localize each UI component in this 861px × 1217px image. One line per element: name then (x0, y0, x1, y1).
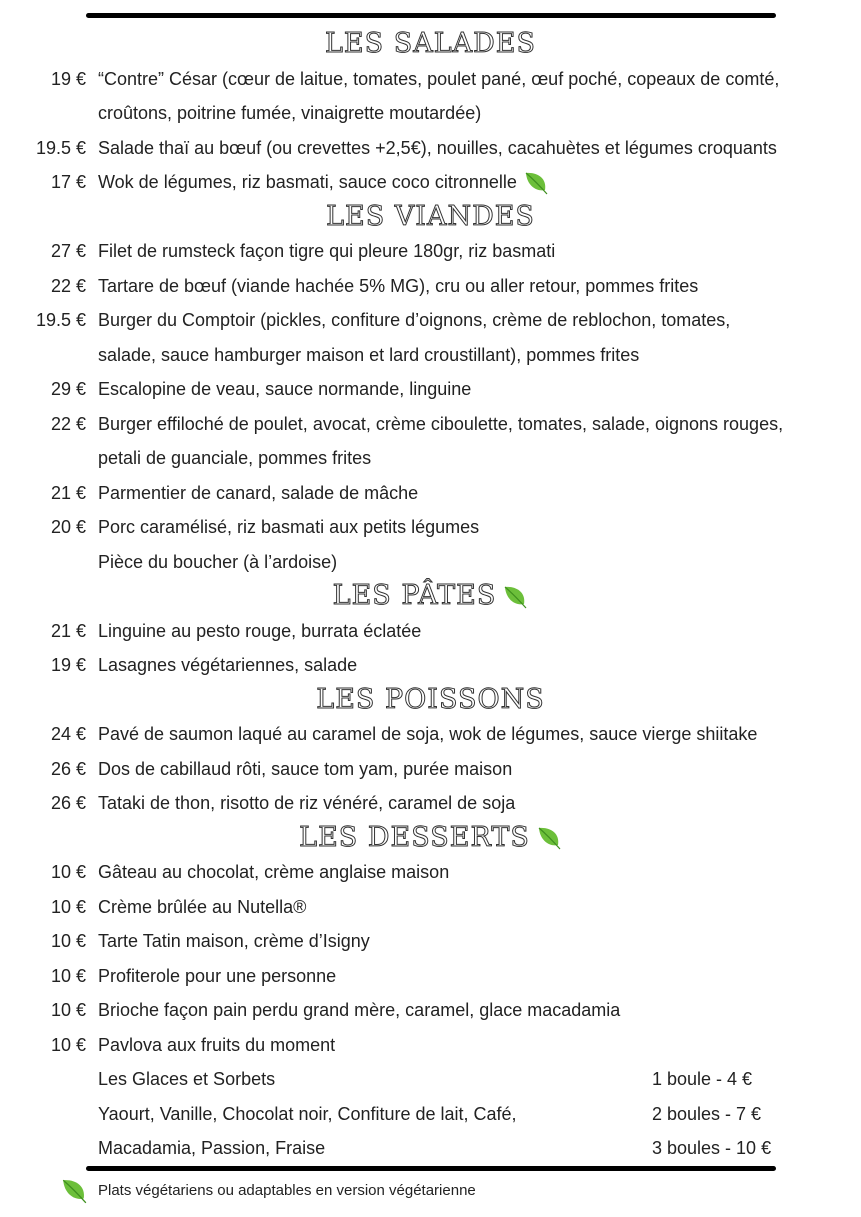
item-description (98, 786, 515, 821)
item-price: 17 € (50, 172, 86, 192)
item-text: Dos de cabillaud rôti, sauce tom yam, purée maison (98, 758, 513, 779)
menu-item (0, 717, 861, 752)
item-price: 22 € (50, 275, 86, 296)
item-price: 10 € (50, 896, 86, 917)
menu-item (0, 648, 861, 683)
item-text: petali de guanciale, pommes frites (98, 448, 372, 468)
item-description (98, 338, 639, 373)
item-text: Pavé de saumon laqué au caramel de soja, wok de légumes, sauce vierge shiitake (98, 724, 758, 744)
item-text: Pièce du boucher (à l’ardoise) (98, 551, 338, 572)
item-text: Profiterole pour une personne (98, 965, 337, 986)
menu-item (0, 993, 861, 1028)
footer-legend-text: Plats végétariens ou adaptables en version végétarienne (98, 1182, 476, 1199)
item-price: 10 € (50, 965, 86, 986)
glace-row (0, 1131, 861, 1166)
item-text: Wok de légumes, riz basmati, sauce coco citronnelle (98, 172, 517, 192)
menu (0, 27, 861, 1166)
menu-item (0, 1028, 861, 1063)
item-description (98, 717, 757, 752)
item-text: Tataki de thon, risotto de riz vénéré, caramel de soja (98, 793, 516, 813)
menu-item (0, 441, 861, 476)
item-description (98, 441, 371, 476)
item-text: Gâteau au chocolat, crème anglaise maison (98, 862, 450, 882)
item-text: Burger effiloché de poulet, avocat, crème ciboulette, tomates, salade, oignons rouges, (98, 413, 784, 434)
item-description (98, 131, 777, 166)
section-title (0, 27, 861, 62)
section-title (0, 683, 861, 718)
leaf-icon (502, 584, 528, 610)
item-text: salade, sauce hamburger maison et lard croustillant), pommes frites (98, 344, 640, 365)
item-text: Salade thaï au bœuf (ou crevettes +2,5€), nouilles, cacahuètes et légumes croquants (98, 137, 777, 158)
item-price: 19.5 € (35, 310, 86, 330)
section-title-text: LES SALADES (325, 28, 536, 59)
menu-item (0, 476, 861, 511)
item-description (98, 407, 783, 442)
section-title (0, 579, 861, 614)
menu-item (0, 338, 861, 373)
item-description (98, 993, 620, 1028)
item-price: 26 € (50, 793, 86, 813)
item-description (98, 959, 336, 994)
glace-price: 1 boule - 4 € (652, 1069, 753, 1089)
item-text: Filet de rumsteck façon tigre qui pleure 180gr, riz basmati (98, 241, 556, 261)
item-text: Linguine au pesto rouge, burrata éclatée (98, 620, 422, 641)
menu-item (0, 924, 861, 959)
item-description (98, 752, 512, 787)
item-description (98, 924, 370, 959)
menu-item (0, 510, 861, 545)
item-text: Lasagnes végétariennes, salade (98, 655, 358, 675)
item-text: Porc caramélisé, riz basmati aux petits légumes (98, 517, 480, 537)
item-price: 21 € (50, 620, 86, 641)
item-description (98, 303, 730, 338)
item-price: 22 € (50, 413, 86, 434)
item-description (98, 476, 418, 511)
section-title-text: LES PÂTES (332, 580, 497, 611)
item-description (98, 62, 779, 97)
glace-price: 2 boules - 7 € (652, 1103, 762, 1124)
item-price: 27 € (50, 241, 86, 261)
item-description (98, 372, 471, 407)
item-text: Brioche façon pain perdu grand mère, caramel, glace macadamia (98, 1000, 621, 1020)
menu-item (0, 303, 861, 338)
leaf-icon (523, 170, 549, 196)
item-text: Crème brûlée au Nutella® (98, 896, 307, 917)
section-title-text: LES POISSONS (316, 683, 545, 715)
item-description (98, 855, 449, 890)
menu-item (0, 407, 861, 442)
menu-item (0, 752, 861, 787)
glace-row (0, 1062, 861, 1097)
leaf-icon (536, 825, 562, 851)
item-price: 24 € (50, 724, 86, 744)
section-title (0, 821, 861, 856)
leaf-icon (60, 1177, 88, 1205)
glace-price: 3 boules - 10 € (652, 1138, 772, 1158)
top-rule (86, 13, 776, 18)
item-text: “Contre” César (cœur de laitue, tomates, poulet pané, œuf poché, copeaux de comté, (98, 68, 780, 89)
section-title-text: LES DESSERTS (299, 821, 530, 853)
section-title-text: LES VIANDES (326, 200, 535, 232)
item-text: Tarte Tatin maison, crème d’Isigny (98, 931, 370, 951)
item-price: 29 € (50, 379, 86, 399)
item-description (98, 890, 306, 925)
item-description (98, 648, 357, 683)
glace-text: Les Glaces et Sorbets (98, 1069, 276, 1089)
item-price: 10 € (50, 862, 86, 882)
menu-item (0, 131, 861, 166)
item-description (98, 510, 479, 545)
menu-item (0, 165, 861, 200)
item-text: Burger du Comptoir (pickles, confiture d’oignons, crème de reblochon, tomates, (98, 310, 731, 330)
menu-item (0, 786, 861, 821)
item-price: 20 € (50, 517, 86, 537)
item-description (98, 234, 555, 269)
item-description (98, 165, 549, 200)
item-text: Tartare de bœuf (viande hachée 5% MG), cru ou aller retour, pommes frites (98, 275, 699, 296)
footer-legend (60, 1176, 476, 1206)
glace-text: Macadamia, Passion, Fraise (98, 1138, 326, 1158)
item-price: 19 € (50, 655, 86, 675)
menu-item (0, 269, 861, 304)
item-description (98, 1028, 335, 1063)
item-price: 10 € (50, 1034, 86, 1055)
item-price: 19.5 € (35, 137, 86, 158)
item-price: 10 € (50, 1000, 86, 1020)
item-price: 19 € (50, 68, 86, 89)
glace-text: Yaourt, Vanille, Chocolat noir, Confiture de lait, Café, (98, 1103, 517, 1124)
item-text: Escalopine de veau, sauce normande, linguine (98, 379, 472, 399)
item-description (98, 614, 421, 649)
item-text: croûtons, poitrine fumée, vinaigrette moutardée) (98, 103, 482, 123)
item-description (98, 545, 337, 580)
menu-item (0, 234, 861, 269)
menu-item (0, 855, 861, 890)
menu-item (0, 62, 861, 97)
bottom-rule (86, 1166, 776, 1171)
menu-item (0, 96, 861, 131)
section-title (0, 200, 861, 235)
menu-item (0, 890, 861, 925)
item-price: 21 € (50, 482, 86, 503)
item-description (98, 96, 481, 131)
item-price: 10 € (50, 931, 86, 951)
menu-item (0, 545, 861, 580)
item-text: Parmentier de canard, salade de mâche (98, 482, 419, 503)
glace-row (0, 1097, 861, 1132)
menu-item (0, 959, 861, 994)
item-description (98, 269, 698, 304)
menu-item (0, 372, 861, 407)
item-price: 26 € (50, 758, 86, 779)
menu-item (0, 614, 861, 649)
item-text: Pavlova aux fruits du moment (98, 1034, 336, 1055)
